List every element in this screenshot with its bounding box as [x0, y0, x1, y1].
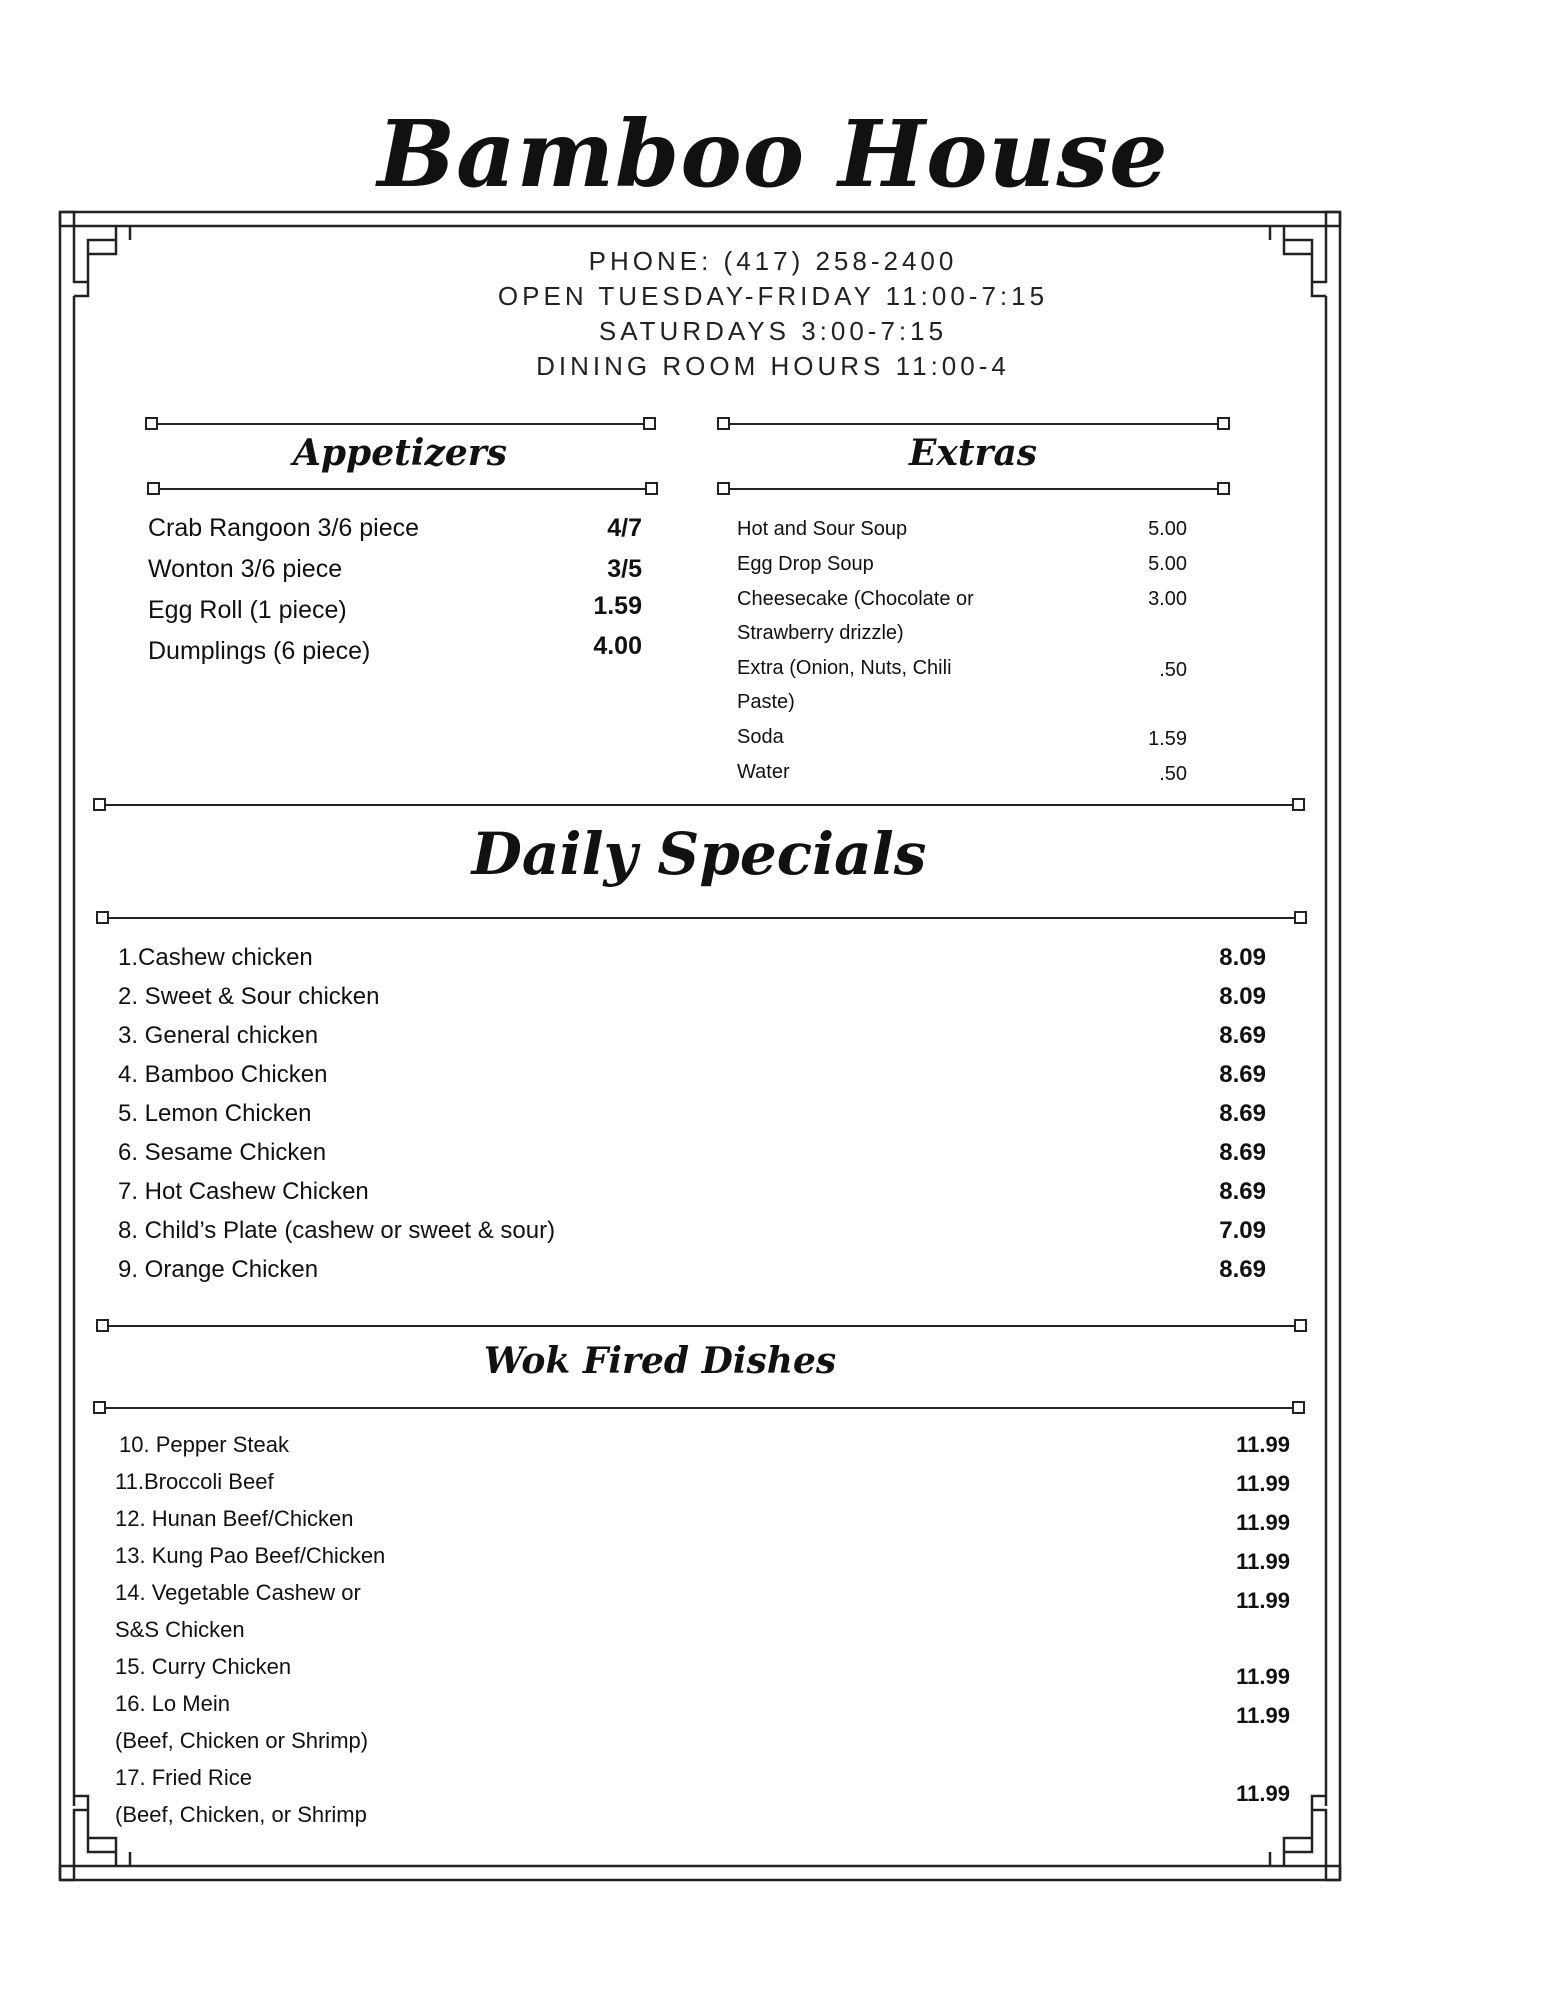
list-item — [118, 1256, 1266, 1294]
item-name: Hot and Sour Soup — [737, 518, 908, 540]
item-name: Crab Rangoon 3/6 piece — [148, 514, 420, 542]
item-price: 11.99 — [1236, 1664, 1290, 1689]
list-item — [118, 1217, 1266, 1255]
item-price: 7.09 — [1219, 1217, 1266, 1244]
item-price: 8.09 — [1219, 944, 1266, 971]
item-name: 15. Curry Chicken — [115, 1654, 292, 1679]
item-price: 8.69 — [1219, 1061, 1266, 1088]
list-item — [118, 1100, 1266, 1138]
list-item — [118, 1178, 1266, 1216]
item-name: 2. Sweet & Sour chicken — [118, 983, 380, 1010]
phone-line: PHONE: (417) 258-2400 — [588, 246, 958, 276]
list-item — [148, 555, 642, 595]
item-name: 12. Hunan Beef/Chicken — [115, 1506, 354, 1531]
item-name: Egg Roll (1 piece) — [148, 596, 347, 624]
item-price: 8.69 — [1219, 1022, 1266, 1049]
list-item — [115, 1648, 1290, 1689]
list-item — [115, 1574, 1290, 1648]
item-name: 3. General chicken — [118, 1022, 319, 1049]
item-price: 11.99 — [1236, 1703, 1290, 1728]
item-price: 1.59 — [593, 592, 642, 620]
list-item — [115, 1537, 1290, 1574]
item-name: Extra (Onion, Nuts, Chili Paste) — [737, 657, 952, 713]
list-item — [115, 1759, 1290, 1833]
item-price: .50 — [1159, 659, 1187, 681]
item-price: 8.69 — [1219, 1178, 1266, 1205]
item-price: 8.69 — [1219, 1256, 1266, 1283]
list-item — [118, 983, 1266, 1021]
item-price: 11.99 — [1236, 1781, 1290, 1806]
list-item — [118, 1061, 1266, 1099]
item-name: Cheesecake (Chocolate or Strawberry drizzle) — [737, 588, 974, 644]
item-name: 16. Lo Mein — [115, 1691, 230, 1716]
item-price: 11.99 — [1236, 1471, 1290, 1496]
item-name-line2: S&S Chicken — [115, 1617, 245, 1642]
item-price: 3/5 — [607, 555, 642, 583]
saturday-hours: SATURDAYS 3:00-7:15 — [598, 316, 948, 346]
wok-heading: Wok Fired Dishes — [483, 1340, 837, 1382]
list-item — [148, 632, 642, 677]
list-item — [118, 1139, 1266, 1177]
item-name-line2: (Beef, Chicken, or Shrimp — [115, 1802, 367, 1827]
daily-specials-heading: Daily Specials — [471, 820, 927, 888]
item-price: 8.69 — [1219, 1100, 1266, 1127]
item-price: 5.00 — [1148, 553, 1187, 575]
item-name: 4. Bamboo Chicken — [118, 1061, 328, 1088]
item-price: 3.00 — [1148, 588, 1187, 610]
dining-room-hours: DINING ROOM HOURS 11:00-4 — [536, 351, 1010, 381]
list-item — [148, 592, 642, 636]
item-name: Wonton 3/6 piece — [148, 555, 343, 583]
item-name: Water — [737, 761, 790, 783]
item-name: Dumplings (6 piece) — [148, 637, 371, 665]
list-item — [115, 1685, 1290, 1759]
list-item — [115, 1463, 1290, 1500]
list-item — [115, 1426, 1290, 1463]
item-price: 8.69 — [1219, 1139, 1266, 1166]
item-name: 17. Fried Rice — [115, 1765, 252, 1790]
item-name: 10. Pepper Steak — [119, 1432, 290, 1457]
weekday-hours: OPEN TUESDAY-FRIDAY 11:00-7:15 — [497, 281, 1049, 311]
list-item — [118, 944, 1266, 982]
item-name: 11.Broccoli Beef — [115, 1469, 274, 1494]
item-name: Soda — [737, 726, 784, 748]
appetizers-heading: Appetizers — [292, 432, 508, 474]
item-name: 14. Vegetable Cashew or — [115, 1580, 361, 1605]
item-price: 8.09 — [1219, 983, 1266, 1010]
item-name: 7. Hot Cashew Chicken — [118, 1178, 369, 1205]
list-item — [118, 1022, 1266, 1060]
item-name: 6. Sesame Chicken — [118, 1139, 327, 1166]
item-price: 11.99 — [1236, 1588, 1290, 1613]
list-item — [115, 1500, 1290, 1537]
item-name: 8. Child’s Plate (cashew or sweet & sour) — [118, 1217, 556, 1244]
item-price: 11.99 — [1236, 1432, 1290, 1457]
extras-heading: Extras — [908, 432, 1038, 474]
list-item — [148, 514, 642, 554]
item-price: .50 — [1159, 763, 1187, 785]
item-price: 4.00 — [593, 632, 642, 660]
item-price: 11.99 — [1236, 1549, 1290, 1574]
item-price: 1.59 — [1148, 728, 1187, 750]
item-name: Egg Drop Soup — [737, 553, 874, 575]
item-price: 4/7 — [607, 514, 642, 542]
item-name: 1.Cashew chicken — [118, 944, 313, 971]
restaurant-title: Bamboo House — [377, 100, 1169, 208]
item-name-line2: (Beef, Chicken or Shrimp) — [115, 1728, 369, 1753]
item-name: 9. Orange Chicken — [118, 1256, 319, 1283]
item-price: 11.99 — [1236, 1510, 1290, 1535]
item-name: 5. Lemon Chicken — [118, 1100, 312, 1127]
item-price: 5.00 — [1148, 518, 1187, 540]
item-name: 13. Kung Pao Beef/Chicken — [115, 1543, 386, 1568]
